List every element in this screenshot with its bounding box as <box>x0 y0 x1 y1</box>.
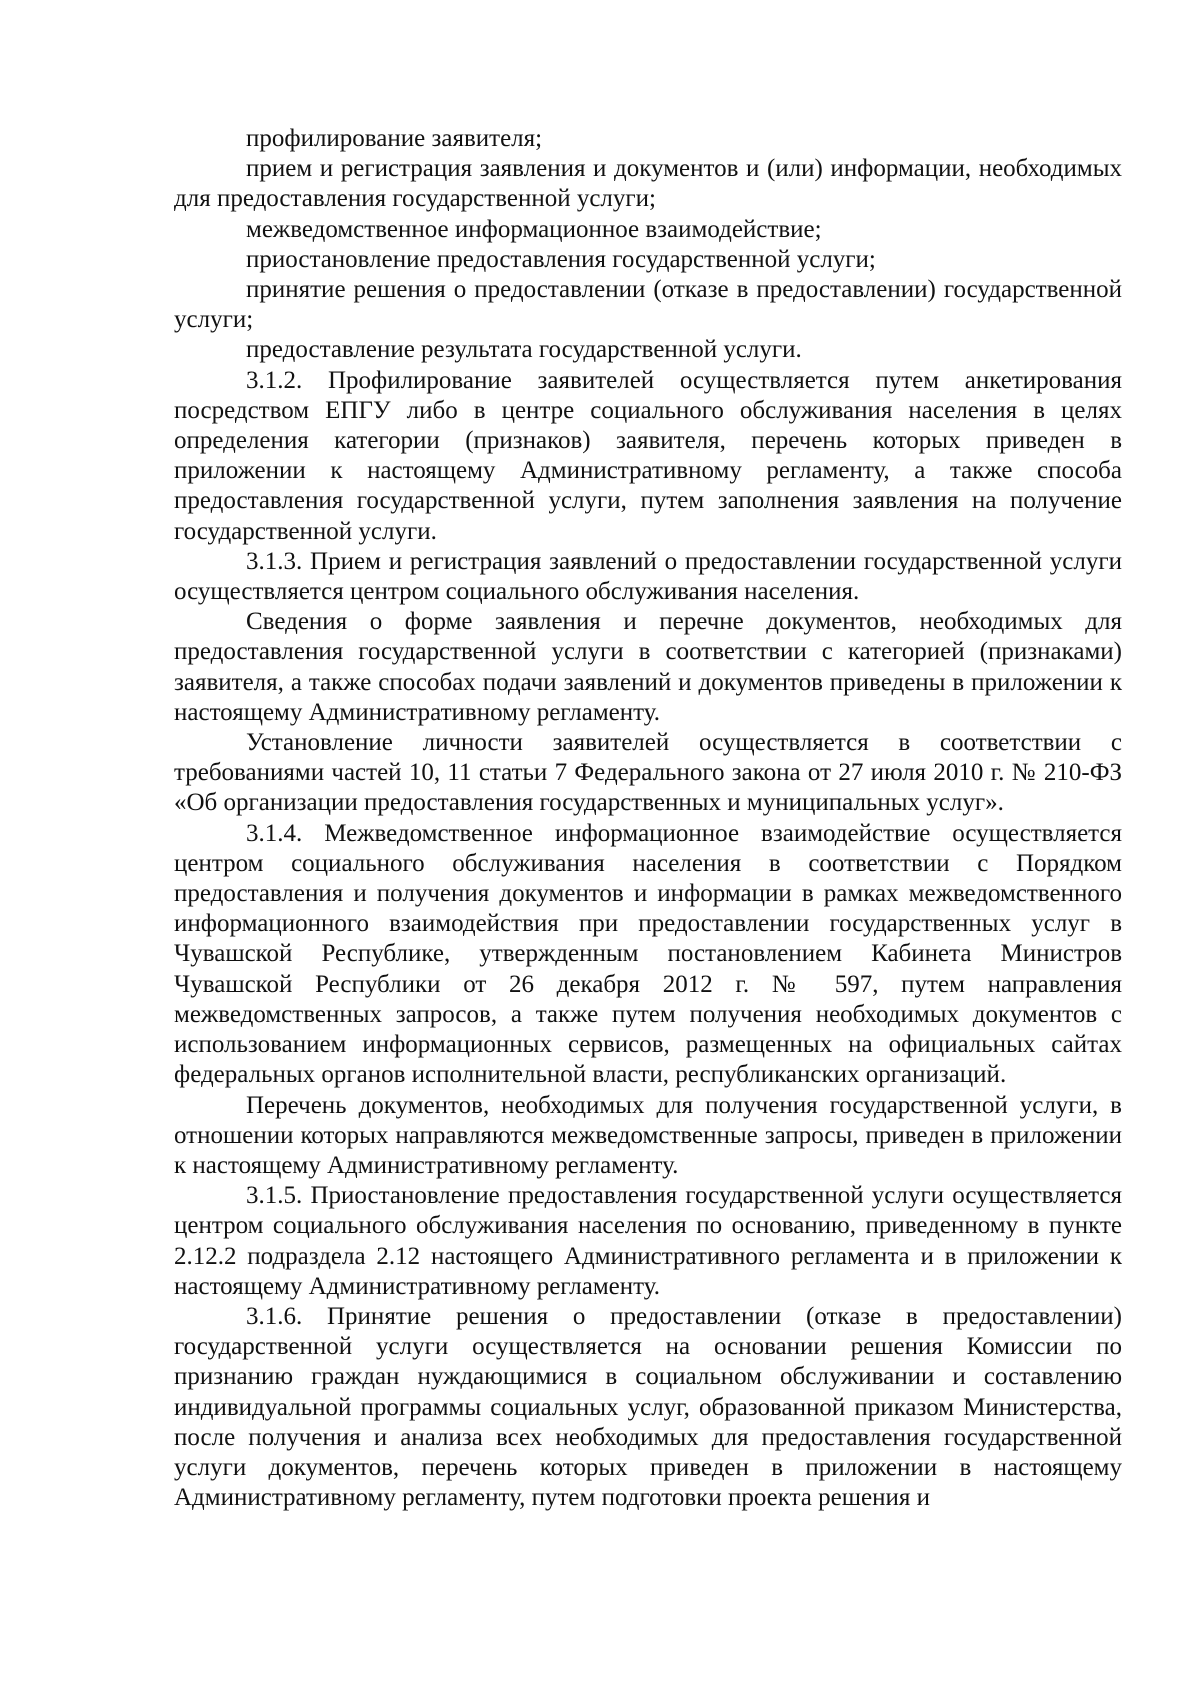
paragraph-result-item: предоставление результата государственной услуги. <box>246 336 802 364</box>
paragraph-interagency-item: межведомственное информационное взаимодействие; <box>246 215 822 243</box>
paragraph-documents-list: Перечень документов, необходимых для получения государственной услуги, в отношении которых направляются межведомственные запросы, приведен в приложении к настоящему Административному регламенту. <box>174 1091 1122 1179</box>
paragraph-3-1-4: 3.1.4. Межведомственное информационное взаимодействие осуществляется центром социального обслуживания населения в соответствии с Порядком предоставления и получения документов и информации в рамках межведомственного информационного взаимодействия при предоставлении государственных услуг в Чувашской Республике, утвержденным постановлением Кабинета Министров Чувашской Республики от 26 декабря 2012 г. № 597, путем направления межведомственных запросов, а также путем получения необходимых документов с использованием информационных сервисов, размещенных на официальных сайтах федеральных органов исполнительной власти, республиканских организаций. <box>174 819 1122 1089</box>
paragraph-application-form-info: Сведения о форме заявления и перечне документов, необходимых для предоставления государственной услуги в соответствии с категорией (признаками) заявителя, а также способах подачи заявлений и документов приведены в приложении к настоящему Административному регламенту. <box>174 608 1122 726</box>
paragraph-profiling-item: профилирование заявителя; <box>246 125 543 152</box>
paragraph-reception-item: прием и регистрация заявления и документов и (или) информации, необходимых для предоставления государственной услуги; <box>174 155 1122 213</box>
paragraph-3-1-2: 3.1.2. Профилирование заявителей осуществляется путем анкетирования посредством ЕПГУ либо в центре социального обслуживания населения в целях определения категории (признаков) заявителя, перечень которых приведен в приложении к настоящему Административному регламенту, а также способа предоставления государственной услуги, путем заполнения заявления на получение государственной услуги. <box>174 366 1122 545</box>
paragraph-3-1-3: 3.1.3. Прием и регистрация заявлений о предоставлении государственной услуги осуществляется центром социального обслуживания населения. <box>174 547 1122 606</box>
paragraph-3-1-5: 3.1.5. Приостановление предоставления государственной услуги осуществляется центром социального обслуживания населения по основанию, приведенному в пункте 2.12.2 подраздела 2.12 настоящего Административного регламента и в приложении к настоящему Административному регламенту. <box>174 1182 1122 1300</box>
document-page <box>174 124 1122 1513</box>
paragraph-3-1-6: 3.1.6. Принятие решения о предоставлении (отказе в предоставлении) государственной услуги осуществляется на основании решения Комиссии по признанию граждан нуждающимися в социальном обслуживании и составлению индивидуальной программы социальных услуг, образованной приказом Министерства, после получения и анализа всех необходимых для предоставления государственной услуги документов, перечень которых приведен в приложении в настоящему Административному регламенту, путем подготовки проекта решения и <box>174 1302 1122 1512</box>
paragraph-suspension-item: приостановление предоставления государственной услуги; <box>246 245 876 273</box>
paragraph-decision-item: принятие решения о предоставлении (отказе в предоставлении) государственной услуги; <box>174 276 1122 334</box>
paragraph-identity-verification: Установление личности заявителей осуществляется в соответствии с требованиями частей 10, 11 статьи 7 Федерального закона от 27 июля 2010 г. № 210-ФЗ «Об организации предоставления государственных и муниципальных услуг». <box>174 729 1122 817</box>
